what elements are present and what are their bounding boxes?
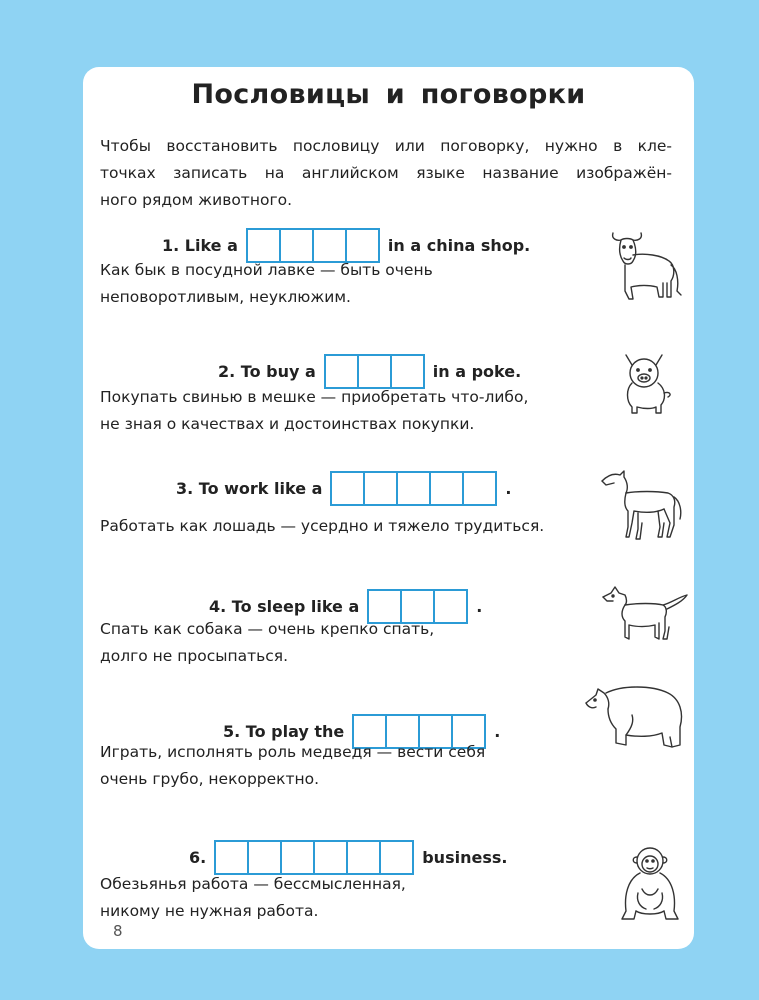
letter-cell[interactable] <box>282 842 315 873</box>
meaning-line: Работать как лошадь — усердно и тяжело трудиться. <box>100 517 545 535</box>
meaning-line: Покупать свинью в мешке — приобретать что-либо, <box>100 388 529 406</box>
proverb-2-meaning <box>100 384 528 438</box>
bull-icon <box>605 225 685 307</box>
meaning-line: неповоротливым, неуклюжим. <box>100 288 351 306</box>
letter-cell[interactable] <box>315 842 348 873</box>
proverb-1-before: 1. Like a <box>162 236 238 255</box>
meaning-line: Спать как собака — очень крепко спать, <box>100 620 435 638</box>
proverb-1-meaning <box>100 257 433 311</box>
letter-cell[interactable] <box>326 356 359 387</box>
letter-cell[interactable] <box>365 473 398 504</box>
monkey-icon <box>616 845 688 925</box>
meaning-line: никому не нужная работа. <box>100 902 319 920</box>
page-number: 8 <box>113 922 123 940</box>
letter-cell[interactable] <box>381 842 412 873</box>
letter-cell[interactable] <box>431 473 464 504</box>
letter-cell[interactable] <box>435 591 466 622</box>
intro-line: ного рядом животного. <box>100 191 293 209</box>
meaning-line: не зная о качествах и достоинствах покупки. <box>100 415 475 433</box>
proverb-6-before: 6. <box>189 848 207 867</box>
meaning-line: Играть, исполнять роль медведя — вести себя <box>100 743 486 761</box>
dog-icon <box>601 583 689 643</box>
answer-boxes-3[interactable] <box>330 471 497 506</box>
proverb-6-after: business. <box>422 848 508 867</box>
meaning-line: очень грубо, некорректно. <box>100 770 320 788</box>
letter-cell[interactable] <box>348 842 381 873</box>
letter-cell[interactable] <box>216 842 249 873</box>
page-title: Пословицы и поговорки <box>191 79 586 110</box>
horse-icon <box>598 467 686 543</box>
proverb-6-meaning <box>100 871 406 925</box>
proverb-4-before: 4. To sleep like a <box>209 597 360 616</box>
bear-icon <box>582 681 688 755</box>
proverb-2-after: in a poke. <box>432 362 522 381</box>
proverb-4-after: . <box>476 597 483 616</box>
worksheet-page <box>83 67 694 949</box>
meaning-line: Обезьянья работа — бессмысленная, <box>100 875 406 893</box>
proverb-3-before: 3. To work like a <box>176 479 323 498</box>
letter-cell[interactable] <box>464 473 495 504</box>
proverb-6 <box>189 840 507 875</box>
pig-icon <box>616 349 678 415</box>
proverb-4-meaning <box>100 616 434 670</box>
proverb-2-before: 2. To buy a <box>218 362 316 381</box>
letter-cell[interactable] <box>332 473 365 504</box>
proverb-5-after: . <box>494 722 501 741</box>
letter-cell[interactable] <box>398 473 431 504</box>
proverb-5-before: 5. To play the <box>223 722 345 741</box>
proverb-3-after: . <box>505 479 512 498</box>
intro-text <box>100 133 672 214</box>
proverb-1-after: in a china shop. <box>387 236 531 255</box>
proverb-5-meaning <box>100 739 485 793</box>
letter-cell[interactable] <box>392 356 423 387</box>
letter-cell[interactable] <box>249 842 282 873</box>
intro-line: Чтобы восстановить пословицу или поговорку, нужно в кле- <box>100 137 672 155</box>
meaning-line: Как бык в посудной лавке — быть очень <box>100 261 433 279</box>
proverb-3-meaning <box>100 513 544 540</box>
answer-boxes-6[interactable] <box>214 840 414 875</box>
letter-cell[interactable] <box>359 356 392 387</box>
meaning-line: долго не просыпаться. <box>100 647 289 665</box>
intro-line: точках записать на английском языке название изображён- <box>100 164 672 182</box>
proverb-3 <box>176 471 511 506</box>
